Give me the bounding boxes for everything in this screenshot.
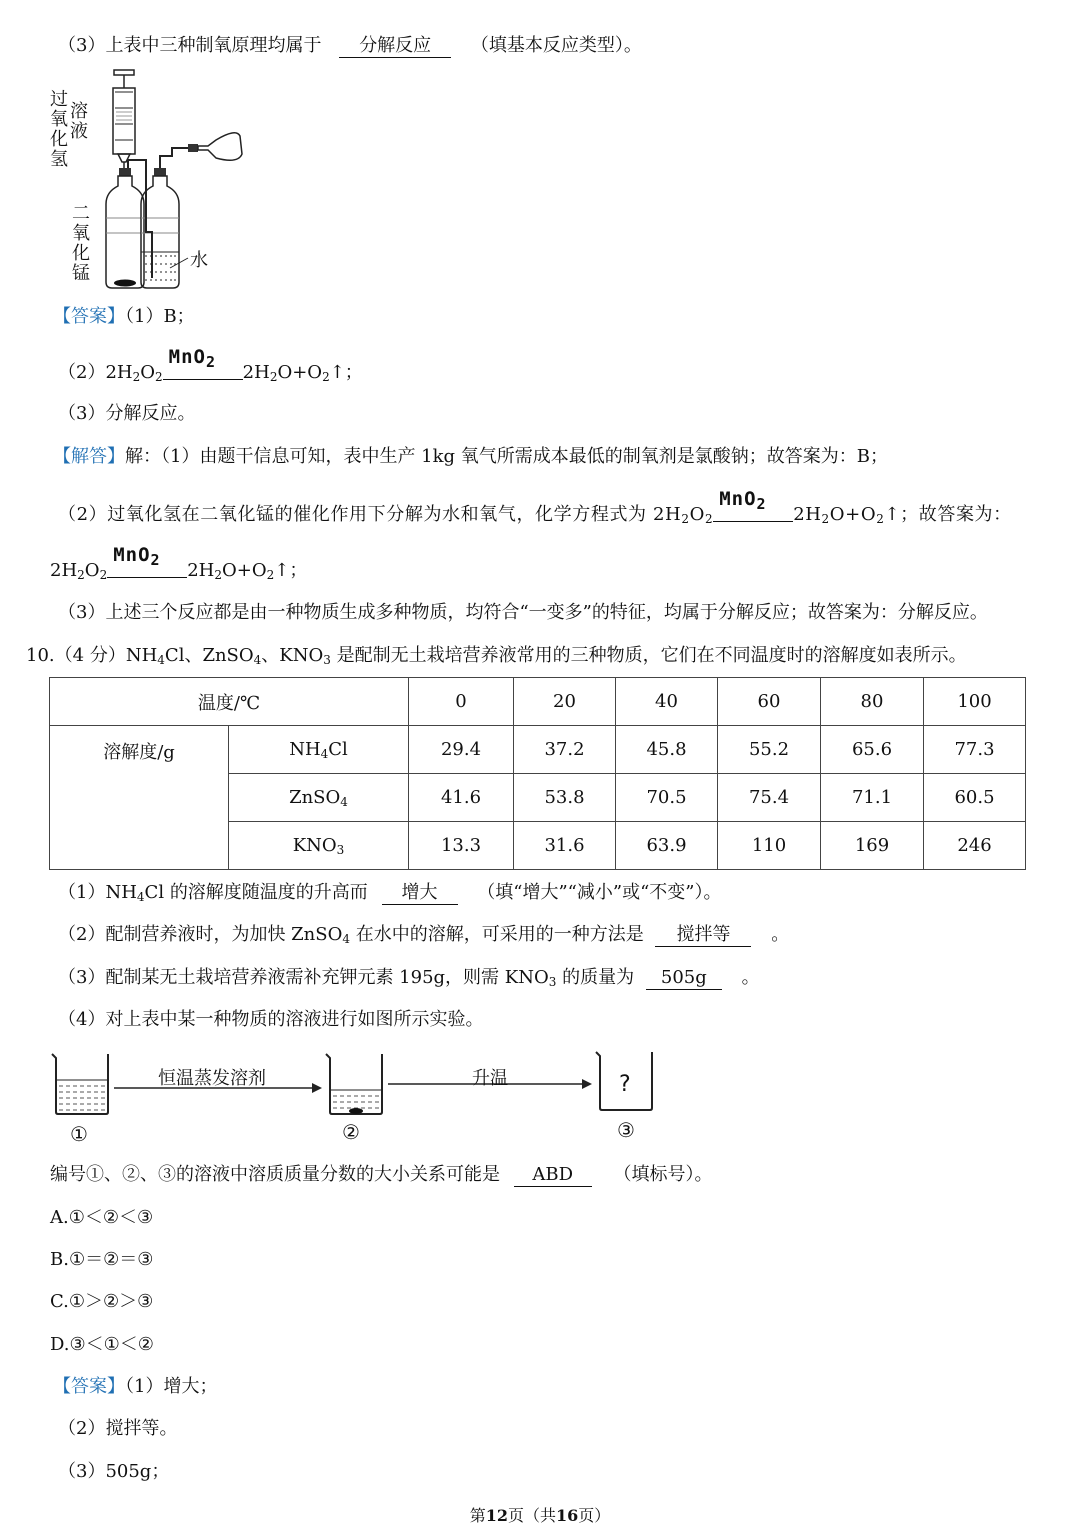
row-label-solubility: 溶解度/g	[50, 726, 229, 870]
value-cell: 55.2	[718, 726, 821, 774]
value-cell: 37.2	[514, 726, 616, 774]
arrow-label-evaporate: 恒温蒸发溶剂	[158, 1068, 266, 1089]
value-cell: 65.6	[821, 726, 924, 774]
value-cell: 31.6	[514, 822, 616, 870]
table-header-label: 温度/℃	[50, 678, 409, 726]
value-cell: 60.5	[924, 774, 1026, 822]
value-cell: 29.4	[409, 726, 514, 774]
label-water: 水	[190, 250, 208, 271]
answer-text: （1）增大；	[125, 1376, 218, 1397]
arrow-label-heat: 升温	[472, 1068, 508, 1089]
footer-text: 页（共	[507, 1506, 556, 1525]
question-score: （4 分）	[54, 645, 126, 666]
q10-part5	[50, 1162, 712, 1188]
q9-answer-2: $(2)2H_2O_2$ MnO$_2$ $2H_2O+O_2↑$；	[58, 346, 363, 384]
option-b: B.①＝②＝③	[50, 1249, 154, 1270]
page-total: 16	[556, 1506, 579, 1525]
solubility-table	[49, 677, 1026, 870]
question-text: 在水中的溶解，可采用的一种方法是	[350, 924, 644, 945]
page-footer	[0, 1505, 1080, 1527]
value-cell: 13.3	[409, 822, 514, 870]
value-cell: 53.8	[514, 774, 616, 822]
label-column-1: 过氧化氢	[50, 89, 68, 170]
question-text: （2）配制营养液时，为加快 ZnSO	[58, 924, 343, 945]
analysis-text: 解：（1）由题干信息可知，表中生产 1kg 氧气所需成本最低的制氧剂是氯酸钠；故答案为：B；	[125, 446, 889, 467]
temp-cell: 0	[409, 678, 514, 726]
footer-text: 第	[469, 1506, 486, 1525]
option-d: D.③＜①＜②	[50, 1334, 154, 1355]
q10-answer-2: （2）搅拌等。	[58, 1418, 178, 1439]
q9-part3-line	[58, 33, 642, 59]
value-cell: 70.5	[616, 774, 718, 822]
value-cell: 246	[924, 822, 1026, 870]
beaker-label-3: ③	[617, 1118, 635, 1142]
q10-part4: （4）对上表中某一种物质的溶液进行如图所示实验。	[58, 1009, 484, 1030]
substance-cell: ZnSO$_4$	[229, 774, 409, 822]
value-cell: 71.1	[821, 774, 924, 822]
temp-cell: 80	[821, 678, 924, 726]
q10-answer-3: （3）505g；	[58, 1461, 170, 1482]
question-text: （3）配制某无土栽培营养液需补充钾元素 195g，则需 KNO	[58, 967, 549, 988]
label-manganese-dioxide: 二氧化锰	[72, 203, 90, 284]
value-cell: 45.8	[616, 726, 718, 774]
q10-part3: （3）配制某无土栽培营养液需补充钾元素 195g，则需 $KNO_3$ 的质量为 505g 。	[58, 967, 760, 989]
question-number: 10.	[26, 645, 55, 666]
value-cell: 77.3	[924, 726, 1026, 774]
q9-part3-prefix: （3）上表中三种制氧原理均属于	[58, 35, 322, 56]
substance-cell: $NH_4Cl$	[229, 726, 409, 774]
question-text: 是配制无土栽培营养液常用的三种物质，它们在不同温度时的溶解度如表所示。	[336, 645, 967, 666]
table-row	[50, 726, 1026, 774]
q9-analysis-2: （2）过氧化氢在二氧化锰的催化作用下分解为水和氧气，化学方程式为 $2H_2O_2$ MnO$_2$ $2H_2O+O_2↑$；故答案为：	[58, 488, 1012, 526]
q10-stem: 10.（4 分）$NH_4Cl$、ZnSO$_4$、$KNO_3$ 是配制无土栽培营养液常用的三种物质，它们在不同温度时的溶解度如表所示。	[26, 645, 967, 667]
q9-analysis-2-equation: $2H_2O_2$ MnO$_2$ $2H_2O+O_2↑$；	[50, 544, 308, 582]
option-a: A.①＜②＜③	[50, 1207, 154, 1228]
flow-drawing	[50, 1050, 670, 1146]
beaker-label-1: ①	[70, 1122, 88, 1146]
analysis-text: ；故答案为：	[900, 504, 1012, 525]
question-text: （填标号）。	[613, 1164, 713, 1185]
answer-tag: 【答案】	[53, 306, 125, 327]
catalyst-condition: MnO$_2$	[107, 558, 187, 584]
q10-part1-blank: 增大	[382, 882, 458, 905]
temp-cell: 100	[924, 678, 1026, 726]
substance-cell: $KNO_3$	[229, 822, 409, 870]
analysis-tag: 【解答】	[53, 446, 125, 467]
beaker-label-2: ②	[342, 1120, 360, 1144]
answer-tag: 【答案】	[53, 1376, 125, 1397]
q10-part3-blank: 505g	[646, 967, 722, 990]
oxygen-generator-figure	[48, 68, 248, 294]
page-number: 12	[485, 1506, 508, 1525]
catalyst-condition: MnO$_2$	[163, 360, 243, 386]
question-text: 。	[741, 967, 760, 988]
q9-analysis-3: （3）上述三个反应都是由一种物质生成多种物质，均符合“一变多”的特征，均属于分解反应；故答案为：分解反应。	[58, 602, 988, 623]
q9-answer-1	[53, 304, 195, 330]
question-text: 的质量为	[556, 967, 635, 988]
q10-part5-blank: ABD	[514, 1164, 592, 1187]
temp-cell: 40	[616, 678, 718, 726]
question-text: 的溶解度随温度的升高而	[169, 882, 368, 903]
q10-answer-1	[53, 1374, 217, 1400]
label-column-2: 溶液	[70, 101, 88, 142]
table-header-row	[50, 678, 1026, 726]
answer-text: （1）B；	[125, 306, 195, 327]
q10-part2: （2）配制营养液时，为加快 ZnSO$_4$ 在水中的溶解，可采用的一种方法是 搅拌等 。	[58, 924, 790, 946]
q9-answer-3: （3）分解反应。	[58, 403, 196, 424]
q9-analysis-1	[53, 444, 888, 470]
q10-part1: $(1)NH_4Cl$ 的溶解度随温度的升高而 增大 （填“增大”“减小”或“不变”）。	[58, 882, 722, 904]
question-text: 。	[771, 924, 790, 945]
value-cell: 75.4	[718, 774, 821, 822]
value-cell: 41.6	[409, 774, 514, 822]
answer-text: （2）	[58, 362, 106, 383]
temp-cell: 20	[514, 678, 616, 726]
footer-text: 页）	[578, 1506, 611, 1525]
option-c: C.①＞②＞③	[50, 1291, 154, 1312]
question-text: （填“增大”“减小”或“不变”）。	[477, 882, 722, 903]
q10-part2-blank: 搅拌等	[655, 924, 751, 947]
evaporation-flow-figure	[50, 1050, 670, 1146]
catalyst-condition: MnO$_2$	[713, 502, 793, 528]
unknown-mark: ?	[619, 1072, 631, 1097]
value-cell: 110	[718, 822, 821, 870]
temp-cell: 60	[718, 678, 821, 726]
question-text: 编号①、②、③的溶液中溶质质量分数的大小关系可能是	[50, 1164, 500, 1185]
value-cell: 63.9	[616, 822, 718, 870]
q9-part3-suffix: （填基本反应类型）。	[470, 35, 642, 56]
q9-part3-answer-blank: 分解反应	[339, 35, 451, 58]
value-cell: 169	[821, 822, 924, 870]
analysis-text: （2）过氧化氢在二氧化锰的催化作用下分解为水和氧气，化学方程式为	[58, 504, 647, 525]
